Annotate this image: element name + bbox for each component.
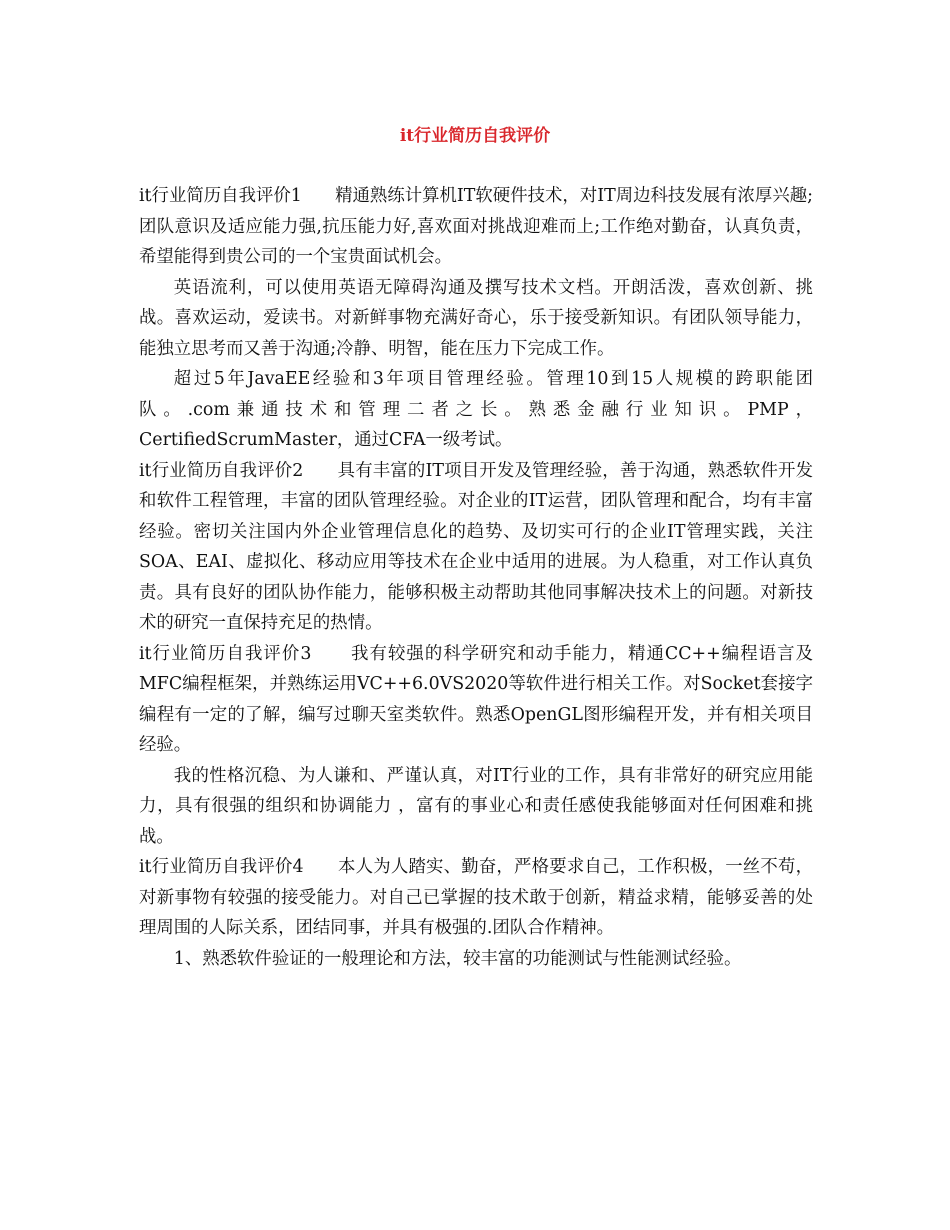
section-1-heading: it行业简历自我评价1 <box>139 186 302 206</box>
section-2-first-text: 具有丰富的IT项目开发及管理经验，善于沟通，熟悉软件开发和软件工程管理，丰富的团队管理经验。对企业的IT运营，团队管理和配合，均有丰富经验。密切关注国内外企业管理信息化的趋势、及切实可行的企业IT管理实践，关注SOA、EAI、虚拟化、移动应用等技术在企业中适用的进展。为人稳重，对工作认真负责。具有良好的团队协作能力，能够积极主动帮助其他同事解决技术上的问题。对新技术的研究一直保持充足的热情。 <box>139 460 813 633</box>
section-2-first-paragraph <box>139 456 813 639</box>
section-1-paragraph-1: 英语流利，可以使用英语无障碍沟通及撰写技术文档。开朗活泼，喜欢创新、挑战。喜欢运动，爱读书。对新鲜事物充满好奇心，乐于接受新知识。有团队领导能力，能独立思考而又善于沟通;冷静、明智，能在压力下完成工作。 <box>139 277 813 359</box>
section-3-first-paragraph <box>139 639 813 761</box>
section-4-heading: it行业简历自我评价4 <box>139 857 304 877</box>
section-2-heading: it行业简历自我评价2 <box>139 460 304 481</box>
section-4-paragraph-1: 1、熟悉软件验证的一般理论和方法，较丰富的功能测试与性能测试经验。 <box>173 948 742 969</box>
section-1-first-text: 精通熟练计算机IT软硬件技术，对IT周边科技发展有浓厚兴趣;团队意识及适应能力强,抗压能力好,喜欢面对挑战迎难而上;工作绝对勤奋，认真负责，希望能得到贵公司的一个宝贵面试机会。 <box>139 186 813 267</box>
document-title: it行业简历自我评价 <box>399 126 551 146</box>
section-3-paragraph-1: 我的性格沉稳、为人谦和、严谨认真，对IT行业的工作，具有非常好的研究应用能力，具有很强的组织和协调能力 ，富有的事业心和责任感使我能够面对任何困难和挑战。 <box>139 765 813 847</box>
section-3-first-text: 我有较强的科学研究和动手能力，精通CC++编程语言及MFC编程框架，并熟练运用VC++6.0VS2020等软件进行相关工作。对Socket套接字编程有一定的了解，编写过聊天室类软件。熟悉OpenGL图形编程开发，并有相关项目经验。 <box>139 643 813 755</box>
document-body <box>139 181 813 974</box>
section-4-first-text: 本人为人踏实、勤奋，严格要求自己，工作积极，一丝不苟，对新事物有较强的接受能力。对自己已掌握的技术敢于创新，精益求精，能够妥善的处理周围的人际关系，团结同事，并具有极强的.团队合作精神。 <box>139 857 813 938</box>
section-4-first-paragraph <box>139 852 813 944</box>
section-3-heading: it行业简历自我评价3 <box>139 643 312 664</box>
section-1-first-paragraph <box>139 181 813 273</box>
section-1-paragraph-2: 超过5年JavaEE经验和3年项目管理经验。管理10到15人规模的跨职能团队。.com兼通技术和管理二者之长。熟悉金融行业知识。PMP，CertifiedScrumMaster，通过CFA一级考试。 <box>139 369 813 450</box>
